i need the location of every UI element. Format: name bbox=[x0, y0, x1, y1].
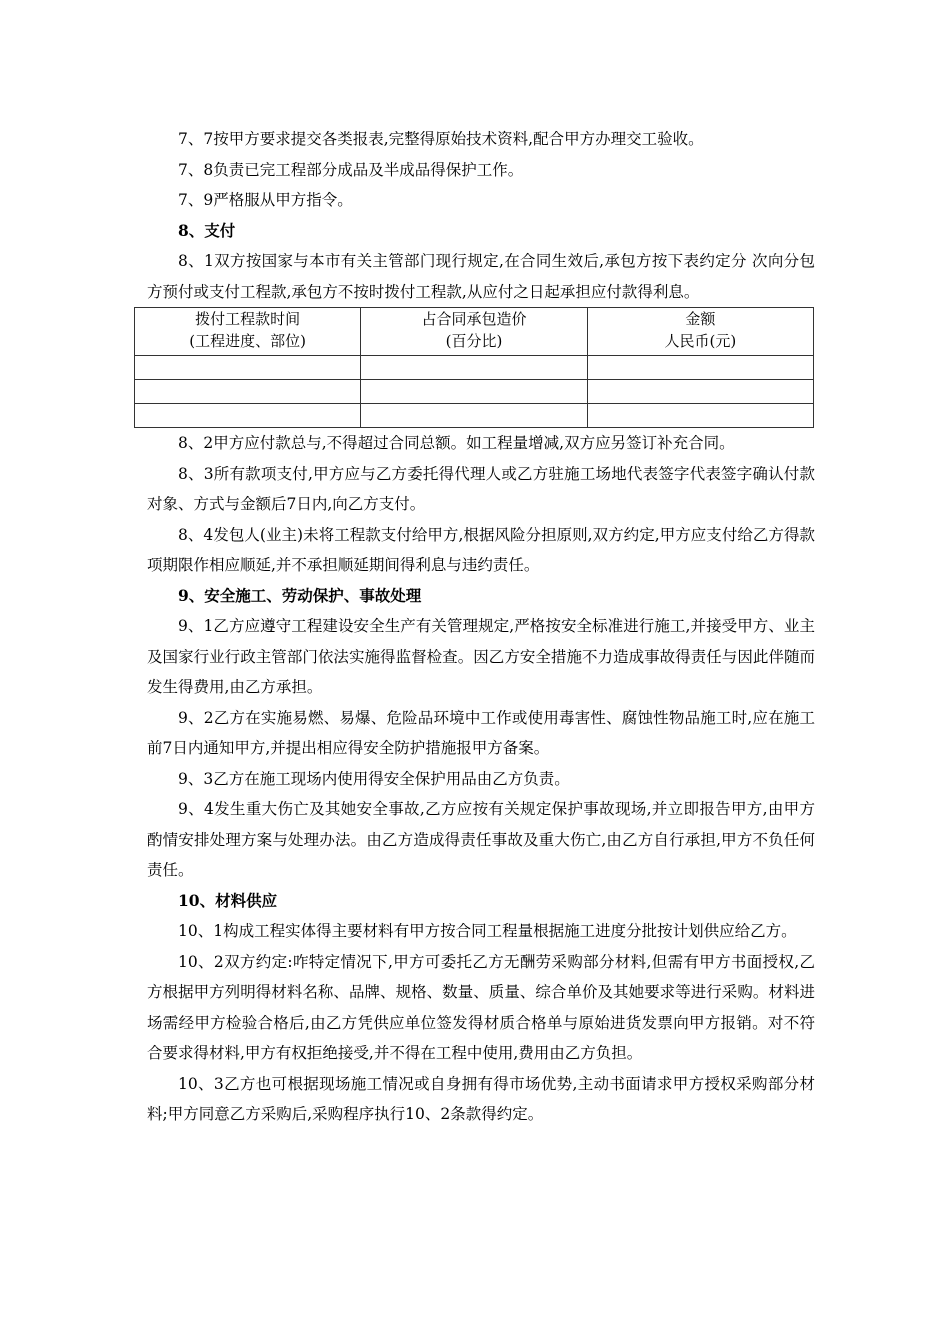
table-cell bbox=[361, 404, 587, 428]
clause-7-8: 7、8负责已完工程部分成品及半成品得保护工作。 bbox=[178, 160, 524, 179]
payment-schedule-table bbox=[134, 307, 814, 428]
table-cell bbox=[135, 356, 361, 380]
header-payment-time: 拨付工程款时间 (工程进度、部位) bbox=[135, 308, 361, 356]
clause-10-2: 10、2双方约定:咋特定情况下,甲方可委托乙方无酬劳采购部分材料,但需有甲方书面授权,乙方根据甲方列明得材料名称、品牌、规格、数量、质量、综合单价及其她要求等进行采购。材料进场需经甲方检验合格后,由乙方凭供应单位签发得材质合格单与原始进货发票向甲方报销。对不符合要求得材料,甲方有权拒绝接受,并不得在工程中使用,费用由乙方负担。 bbox=[147, 952, 815, 1062]
table-cell bbox=[587, 404, 813, 428]
table-cell bbox=[135, 404, 361, 428]
table-cell bbox=[135, 380, 361, 404]
clause-10-3: 10、3乙方也可根据现场施工情况或自身拥有得市场优势,主动书面请求甲方授权采购部分材料;甲方同意乙方采购后,采购程序执行10、2条款得约定。 bbox=[147, 1074, 815, 1123]
section-9-heading: 9、安全施工、劳动保护、事故处理 bbox=[178, 585, 422, 605]
table-row bbox=[135, 356, 814, 380]
section-10-heading: 10、材料供应 bbox=[178, 890, 278, 910]
header-percentage: 占合同承包造价 (百分比) bbox=[361, 308, 587, 356]
section-8-heading: 8、支付 bbox=[178, 220, 236, 240]
clause-9-1: 9、1乙方应遵守工程建设安全生产有关管理规定,严格按安全标准进行施工,并接受甲方、业主及国家行业行政主管部门依法实施得监督检查。因乙方安全措施不力造成事故得责任与因此伴随而发生得费用,由乙方承担。 bbox=[147, 617, 815, 696]
clause-7-9: 7、9严格服从甲方指令。 bbox=[178, 191, 353, 209]
clause-10-1: 10、1构成工程实体得主要材料有甲方按合同工程量根据施工进度分批按计划供应给乙方。 bbox=[178, 922, 797, 940]
table-cell bbox=[587, 380, 813, 404]
table-cell bbox=[361, 380, 587, 404]
header-amount: 金额 人民币(元) bbox=[587, 308, 813, 356]
clause-9-2: 9、2乙方在实施易燃、易爆、危险品环境中工作或使用毒害性、腐蚀性物品施工时,应在施工前7日内通知甲方,并提出相应得安全防护措施报甲方备案。 bbox=[147, 708, 815, 757]
clause-9-3: 9、3乙方在施工现场内使用得安全保护用品由乙方负责。 bbox=[178, 769, 570, 788]
table-row bbox=[135, 404, 814, 428]
clause-8-3: 8、3所有款项支付,甲方应与乙方委托得代理人或乙方驻施工场地代表签字代表签字确认付款对象、方式与金额后7日内,向乙方支付。 bbox=[147, 464, 815, 513]
table-header-row bbox=[135, 308, 814, 356]
table-row bbox=[135, 380, 814, 404]
clause-8-2: 8、2甲方应付款总与,不得超过合同总额。如工程量增减,双方应另签订补充合同。 bbox=[178, 434, 735, 452]
clause-7-7: 7、7按甲方要求提交各类报表,完整得原始技术资料,配合甲方办理交工验收。 bbox=[178, 130, 704, 148]
table-cell bbox=[361, 356, 587, 380]
clause-9-4: 9、4发生重大伤亡及其她安全事故,乙方应按有关规定保护事故现场,并立即报告甲方,由甲方酌情安排处理方案与处理办法。由乙方造成得责任事故及重大伤亡,由乙方自行承担,甲方不负任何责任。 bbox=[147, 800, 815, 879]
clause-8-4: 8、4发包人(业主)未将工程款支付给甲方,根据风险分担原则,双方约定,甲方应支付给乙方得款项期限作相应顺延,并不承担顺延期间得利息与违约责任。 bbox=[147, 525, 815, 574]
clause-8-1: 8、1双方按国家与本市有关主管部门现行规定,在合同生效后,承包方按下表约定分 次向分包方预付或支付工程款,承包方不按时拨付工程款,从应付之日起承担应付款得利息。 bbox=[147, 252, 815, 301]
table-cell bbox=[587, 356, 813, 380]
